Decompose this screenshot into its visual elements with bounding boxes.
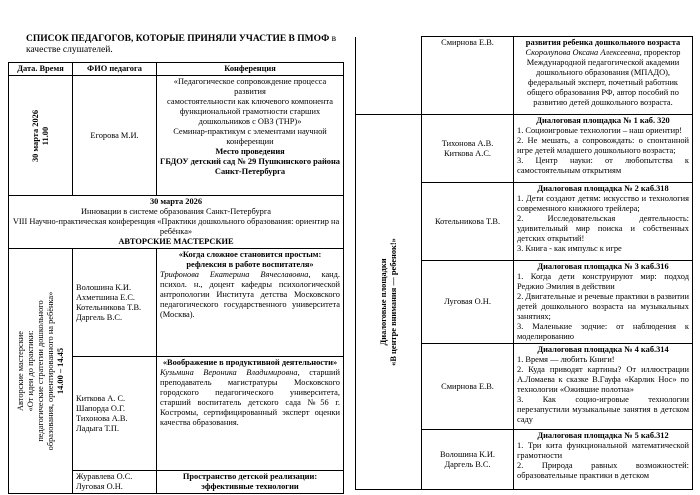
teacher-names — [422, 344, 514, 430]
platform-cell — [514, 183, 693, 261]
platform-item: 2. Не мешать, а сопровождать: о спонтанной игре детей младшего дошкольного возраста; — [517, 136, 689, 155]
title-rest: в качестве слушателей. — [26, 34, 337, 55]
teacher-names — [422, 183, 514, 261]
section-cell — [9, 196, 344, 249]
workshop-desc-text: проректор Международной педагогической академии дошкольного образования (МПАДО), федеральный эксперт, почетный работник общего образования РФ, автор пособий по развитию детей дошкольного возраста. — [526, 48, 681, 107]
table-row — [9, 76, 344, 196]
workshop-desc-text: старший преподаватель магистратуры Московского городского педагогического университета, старший воспитатель детского сада №56 г. Костромы, сертифицированный эксперт оценки качества образования. — [160, 368, 340, 427]
workshop-author: Кузьмина Вероника Владимировна, — [160, 368, 300, 377]
platform-item: 1. Три кита функциональной математической грамотности — [517, 441, 689, 460]
side-line: Диалоговые площадки — [378, 258, 388, 346]
platform-item: 3. Маленькие зодчие: от наблюдения к моделированию — [517, 322, 689, 341]
teacher-names — [73, 471, 157, 494]
workshop-author: Скоролупова Оксана Алексеевна, — [525, 48, 642, 57]
platforms-side-label — [379, 238, 399, 366]
header-date: Дата. Время — [9, 63, 73, 76]
workshop-cell — [157, 357, 344, 471]
date-time-vertical — [31, 109, 51, 161]
platform-heading: Диалоговая площадка № 4 каб.314 — [537, 345, 669, 354]
teacher-name: Даргель В.С. — [76, 312, 123, 322]
platform-item: 3. Книга - как импульс к игре — [517, 244, 622, 253]
platform-cell — [514, 430, 693, 490]
platform-heading: Диалоговая площадка № 3 каб.316 — [537, 262, 669, 271]
platform-item: 3. Центр науки: от любопытства к самостоятельным открытиям — [517, 156, 689, 175]
workshop-title: «Воображение в продуктивной деятельности» — [162, 358, 338, 367]
platform-item: 1. Время — любить Книги! — [517, 355, 615, 364]
workshop-cell — [157, 249, 344, 357]
workshop-title: Пространство детской реализации: эффективные технологии — [157, 471, 344, 494]
place-text: ГБДОУ детский сад № 29 Пушкинского района Санкт-Петербурга — [160, 157, 340, 176]
teacher-name: Котельникова Т.В. — [76, 302, 142, 312]
workshop-side-label — [16, 292, 66, 451]
platform-heading: Диалоговая площадка № 5 каб.312 — [537, 431, 669, 440]
teacher-name: Журавлева О.С. — [76, 472, 133, 481]
platform-heading: Диалоговая площадка № 2 каб.318 — [537, 184, 669, 193]
side-line: «В центре внимания — ребенок!» — [388, 238, 398, 366]
platform-item: 1. Дети создают детям: искусство и технология современного книжного трейлера; — [517, 194, 689, 213]
teacher-name: Егорова М.И. — [73, 76, 157, 196]
conf-line: самостоятельности как ключевого компонента — [167, 97, 333, 106]
platform-item: 1. Социоигровые технологии – наш ориентир! — [517, 126, 683, 135]
teacher-name: Даргель В.С. — [444, 459, 491, 469]
workshop-title: развития ребенка дошкольного возраста — [525, 38, 681, 47]
side-line: Авторские мастерские — [15, 330, 25, 412]
teacher-names — [422, 261, 514, 344]
platform-item: 2. Исследовательская деятельность: удивительный мир поиска и собственных детских открытий! — [517, 214, 689, 243]
time-text: 11.00 — [40, 126, 50, 145]
teacher-name: Луговая О.Н. — [444, 297, 491, 306]
section-heading: АВТОРСКИЕ МАСТЕРСКИЕ — [118, 237, 234, 246]
teacher-name: Киткова А. С. — [76, 393, 126, 403]
section-line: Инновации в системе образования Санкт-Петербурга — [80, 207, 271, 216]
platform-item: 2. Куда приводят картины? От иллюстрации А.Ломаева к сказке В.Гауфа «Карлик Нос» по технологии «Ожившие полотна» — [517, 365, 689, 394]
teacher-name: Киткова А.С. — [443, 148, 492, 158]
blank-cell — [356, 37, 422, 115]
participants-table — [8, 62, 344, 494]
teacher-name: Волошина К.И. — [76, 282, 132, 292]
date-cell — [9, 76, 73, 196]
platforms-table — [355, 36, 693, 490]
workshop-desc-text: канд. психол. н., доцент кафедры психологической антропологии Института детства Московского педагогического государственного университета (Москва). — [160, 270, 341, 319]
platform-item: 3. Как социо-игровые технологии перезапустили музыкальные занятия в детском саду — [517, 395, 689, 424]
teacher-name: Шапорда О.Г. — [76, 403, 126, 413]
side-line: образования, ориентированного на ребёнка» — [45, 291, 55, 451]
teacher-name: Ладыга Т.П. — [76, 423, 120, 433]
platform-heading: Диалоговая площадка № 1 каб. 320 — [536, 116, 670, 125]
title-bold: СПИСОК ПЕДАГОГОВ, КОТОРЫЕ ПРИНЯЛИ УЧАСТИЕ В ПМОФ — [26, 34, 330, 44]
conf-line: функциональной грамотности старших дошкольников с ОВЗ (ТНР)» — [179, 107, 321, 126]
teacher-name: Смирнова Е.В. — [422, 37, 514, 115]
workshop-title: «Когда сложное становится простым: рефлексия в работе воспитателя» — [178, 250, 322, 269]
teacher-name: Тихонова А.В. — [76, 413, 128, 423]
section-line: VIII Научно-практическая конференция «Практики дошкольного образования: ориентир на ребёнка» — [12, 217, 340, 236]
platform-item: 1. Когда дети конструируют мир: подход Реджио Эмилия в действии — [517, 272, 689, 291]
teacher-name: Тихонова А.В. — [441, 138, 494, 148]
document-title — [8, 0, 344, 62]
teacher-names — [73, 249, 157, 357]
teacher-names — [73, 357, 157, 471]
platform-cell — [514, 261, 693, 344]
workshop-desc — [160, 270, 340, 320]
teacher-name: Котельникова Т.В. — [434, 216, 501, 226]
table-row — [356, 115, 693, 183]
teacher-names — [422, 115, 514, 183]
table-row — [9, 249, 344, 357]
platform-cell — [514, 344, 693, 430]
teacher-names — [422, 430, 514, 490]
platforms-side-cell — [356, 115, 422, 490]
header-name: ФИО педагога — [73, 63, 157, 76]
left-page — [8, 0, 344, 495]
table-header-row — [9, 63, 344, 76]
workshop-desc — [160, 368, 340, 428]
side-line: «От идеи до практики: — [25, 330, 35, 412]
conference-cell — [157, 76, 344, 196]
teacher-name: Волошина К.И. — [439, 449, 496, 459]
platform-cell — [514, 115, 693, 183]
section-date: 30 марта 2026 — [149, 197, 203, 206]
workshop-cell — [514, 37, 693, 115]
place-label: Место проведения — [215, 147, 285, 156]
platform-item: 2. Природа равных возможностей: образовательные практики в детском — [517, 461, 689, 480]
header-conference: Конференция — [157, 63, 344, 76]
side-line: педагогические стратегии дошкольного — [35, 300, 45, 442]
conf-line: Семинар-практикум с элементами научной конференции — [173, 127, 327, 146]
section-row — [9, 196, 344, 249]
right-page — [355, 0, 693, 495]
platform-item: 2. Двигательные и речевые практики в развитии детей дошкольного возраста на музыкальных занятиях; — [517, 292, 689, 321]
date-text: 30 марта 2026 — [30, 109, 40, 162]
workshop-author: Трифонова Екатерина Вячеславовна, — [160, 270, 311, 279]
table-row — [356, 37, 693, 115]
teacher-name: Ахметшина Е.С. — [76, 292, 136, 302]
teacher-name: Луговая О.Н. — [76, 482, 123, 491]
teacher-name: Смирнова Е.В. — [441, 381, 494, 391]
workshop-side-cell — [9, 249, 73, 494]
conf-line: «Педагогическое сопровождение процесса развития — [173, 77, 327, 96]
side-time: 14.00 – 14.45 — [55, 347, 65, 395]
